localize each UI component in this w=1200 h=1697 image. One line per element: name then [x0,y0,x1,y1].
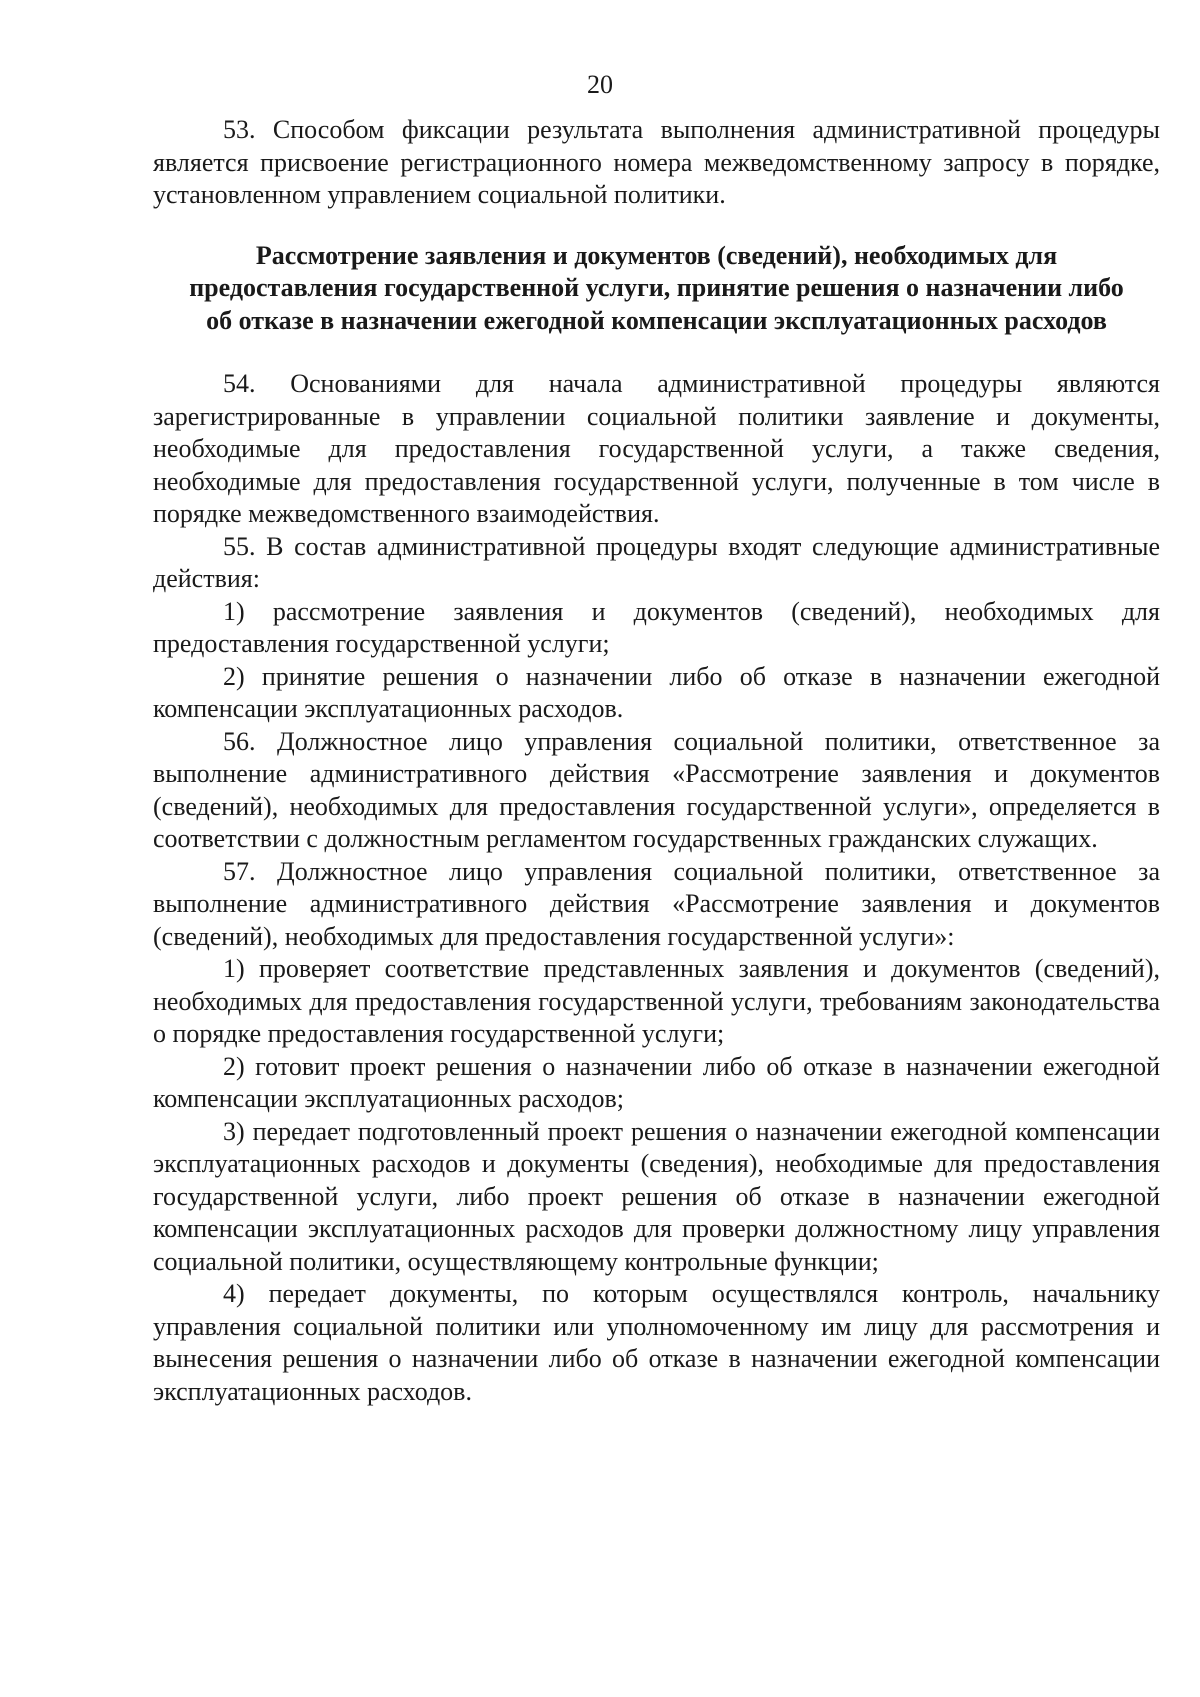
list-item-57-3: 3) передает подготовленный проект решения о назначении ежегодной компенсации эксплуатационных расходов и документы (сведения), необходимые для предоставления государственной услуги, либо проект решения об отказе в назначении ежегодной компенсации эксплуатационных расходов для проверки должностному лицу управления социальной политики, осуществляющему контрольные функции; [153,1116,1160,1276]
list-item-57-2: 2) готовит проект решения о назначении либо об отказе в назначении ежегодной компенсации эксплуатационных расходов; [153,1051,1160,1113]
list-item-55-2: 2) принятие решения о назначении либо об отказе в назначении ежегодной компенсации эксплуатационных расходов. [153,661,1160,723]
page-number: 20 [587,70,613,99]
list-item-57-1: 1) проверяет соответствие представленных заявления и документов (сведений), необходимых для предоставления государственной услуги, требованиям законодательства о порядке предоставления государственной услуги; [153,954,1160,1048]
paragraph-57: 57. Должностное лицо управления социальной политики, ответственное за выполнение административного действия «Рассмотрение заявления и документов (сведений), необходимых для предоставления государственной услуги»: [153,856,1160,951]
list-item-55-1: 1) рассмотрение заявления и документов (сведений), необходимых для предоставления государственной услуги; [153,596,1160,658]
paragraph-54: 54. Основаниями для начала административной процедуры являются зарегистрированные в управлении социальной политики заявление и документы, необходимые для предоставления государственной услуги, а также сведения, необходимые для предоставления государственной услуги, полученные в том числе в порядке межведомственного взаимодействия. [153,369,1160,528]
section-heading: Рассмотрение заявления и документов (сведений), необходимых для предоставления государственной услуги, принятие решения о назначении либо об отказе в назначении ежегодной компенсации эксплуатационных расходов [189,240,1124,335]
list-item-57-4: 4) передает документы, по которым осуществлялся контроль, начальнику управления социальной политики или уполномоченному им лицу для рассмотрения и вынесения решения о назначении либо об отказе в назначении ежегодной компенсации эксплуатационных расходов. [153,1279,1160,1406]
document-body [153,114,1160,1408]
paragraph-55: 55. В состав административной процедуры входят следующие административные действия: [153,531,1160,593]
paragraph-53: 53. Способом фиксации результата выполнения административной процедуры является присвоение регистрационного номера межведомственному запросу в порядке, установленном управлением социальной политики. [153,115,1160,209]
paragraph-56: 56. Должностное лицо управления социальной политики, ответственное за выполнение административного действия «Рассмотрение заявления и документов (сведений), необходимых для предоставления государственной услуги», определяется в соответствии с должностным регламентом государственных гражданских служащих. [153,726,1160,853]
